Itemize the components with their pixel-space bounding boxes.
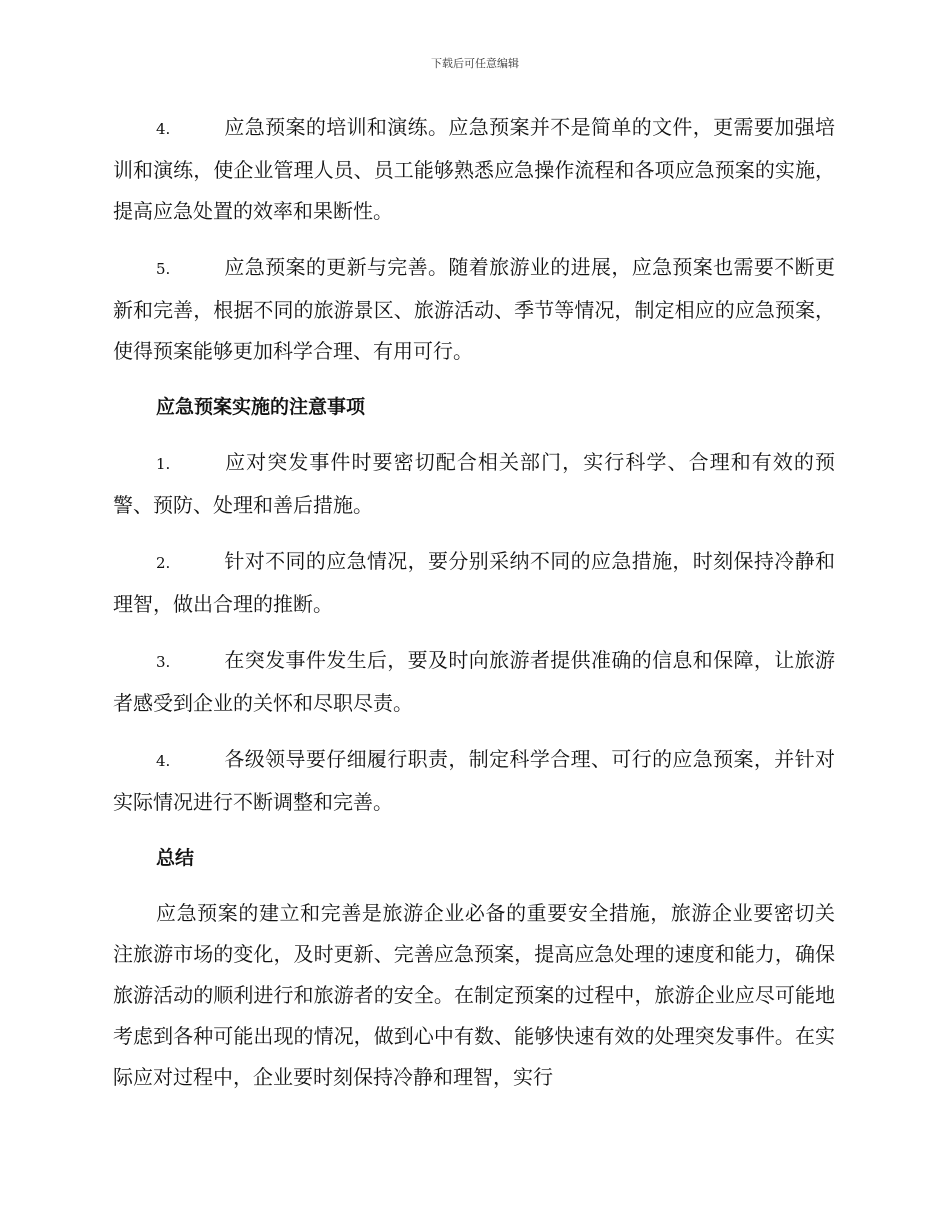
list-item-text: 应急预案的培训和演练。应急预案并不是简单的文件，更需要加强培训和演练，使企业管理人员、员工能够熟悉应急操作流程和各项应急预案的实施，提高应急处置的效率和果断性。 [113,115,835,223]
list-item-text: 应急预案的更新与完善。随着旅游业的进展，应急预案也需要不断更新和完善，根据不同的旅游景区、旅游活动、季节等情况，制定相应的应急预案，使得预案能够更加科学合理、有用可行。 [113,255,835,363]
list-item-text: 各级领导要仔细履行职责，制定科学合理、可行的应急预案，并针对实际情况进行不断调整和完善。 [113,747,835,814]
list-item-number: 1. [156,455,171,473]
list-item [113,541,835,625]
list-item [113,247,835,372]
list-item-text: 在突发事件发生后，要及时向旅游者提供准确的信息和保障，让旅游者感受到企业的关怀和尽职尽责。 [113,648,835,715]
page-header-note: 下载后可任意编辑 [431,57,519,70]
list-item-number: 4. [156,752,171,770]
list-item [113,739,835,823]
list-item-number: 3. [156,653,171,671]
list-item-number: 5. [156,260,171,278]
list-item [113,107,835,232]
list-item [113,442,835,526]
section-heading-summary: 总结 [156,847,195,869]
document-body [113,107,835,1113]
list-item-text: 应对突发事件时要密切配合相关部门，实行科学、合理和有效的预警、预防、处理和善后措施。 [113,450,835,517]
section-heading-notes: 应急预案实施的注意事项 [156,396,366,418]
list-item-number: 4. [156,120,171,138]
list-item-text: 针对不同的应急情况，要分别采纳不同的应急措施，时刻保持冷静和理智，做出合理的推断。 [113,549,835,616]
list-item-number: 2. [156,554,171,572]
summary-paragraph: 应急预案的建立和完善是旅游企业必备的重要安全措施，旅游企业要密切关注旅游市场的变化，及时更新、完善应急预案，提高应急处理的速度和能力，确保旅游活动的顺利进行和旅游者的安全。在制定预案的过程中，旅游企业应尽可能地考虑到各种可能出现的情况，做到心中有数、能够快速有效的处理突发事件。在实际应对过程中，企业要时刻保持冷静和理智，实行 [113,901,835,1089]
list-item [113,640,835,724]
